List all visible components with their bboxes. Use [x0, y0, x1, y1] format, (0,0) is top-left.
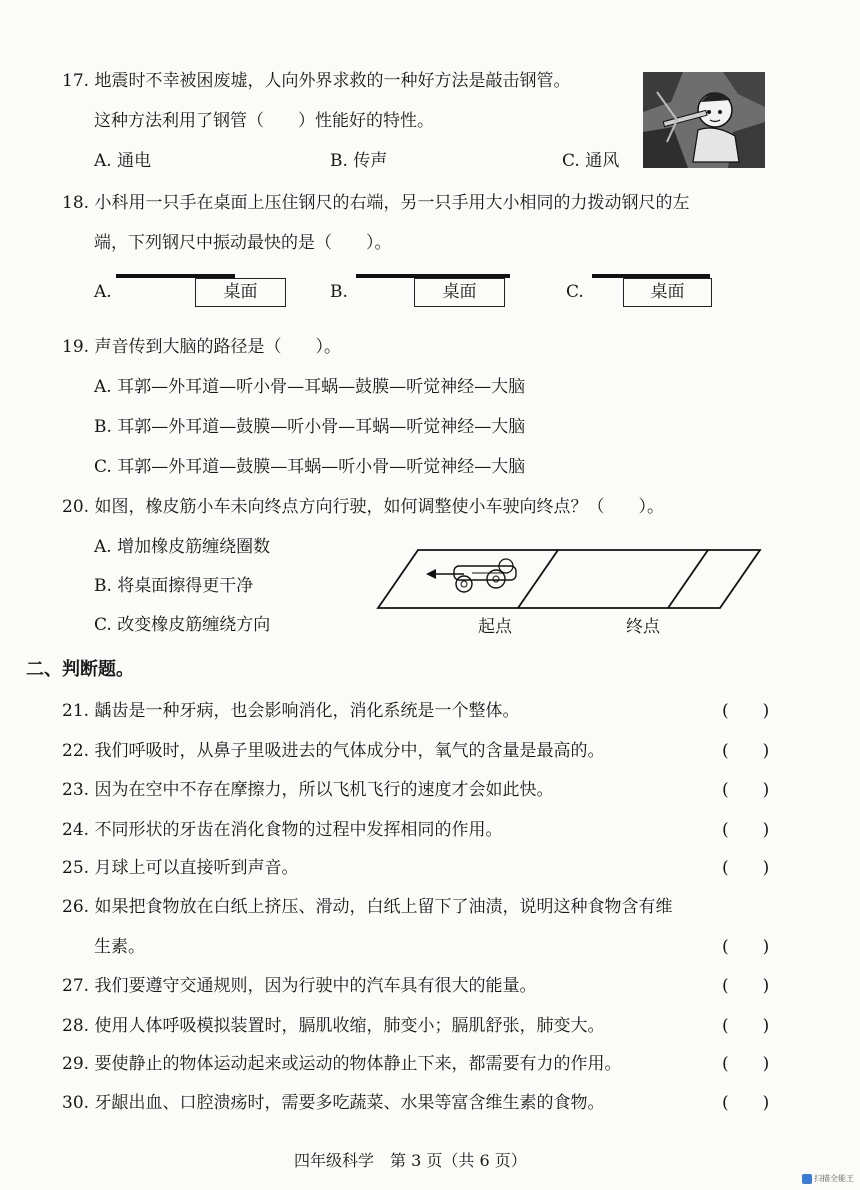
answer-paren-23: ( )	[722, 780, 770, 800]
watermark	[802, 1173, 854, 1184]
q19-option-b: B. 耳郭—外耳道—鼓膜—听小骨—耳蜗—听觉神经—大脑	[94, 417, 526, 437]
desk-a: 桌面	[195, 278, 286, 307]
q17-option-c: C. 通风	[562, 151, 620, 171]
q18-option-c-label: C.	[566, 282, 584, 302]
answer-paren-26: ( )	[722, 937, 770, 957]
q20-stem: 20. 如图，橡皮筋小车未向终点方向行驶，如何调整使小车驶向终点？（ ）。	[62, 497, 664, 517]
desk-c: 桌面	[623, 278, 712, 307]
q19-stem: 19. 声音传到大脑的路径是（ ）。	[62, 337, 341, 357]
scanner-logo-icon	[802, 1174, 812, 1184]
tf-item-28: 28. 使用人体呼吸模拟装置时，膈肌收缩，肺变小；膈肌舒张，肺变大。	[62, 1016, 605, 1036]
desk-b: 桌面	[414, 278, 505, 307]
q17-stem-line2: 这种方法利用了钢管（ ）性能好的特性。	[94, 111, 434, 131]
q17-option-a: A. 通电	[94, 151, 152, 171]
q19-option-c: C. 耳郭—外耳道—鼓膜—耳蜗—听小骨—听觉神经—大脑	[94, 457, 526, 477]
q17-option-b: B. 传声	[330, 151, 388, 171]
q18-option-b-label: B.	[330, 282, 348, 302]
page-footer: 四年级科学 第 3 页（共 6 页）	[294, 1151, 527, 1170]
answer-paren-27: ( )	[722, 976, 770, 996]
watermark-text: 扫描全能王	[814, 1174, 854, 1183]
track-diagram	[372, 546, 764, 612]
start-label: 起点	[478, 617, 512, 637]
answer-paren-29: ( )	[722, 1054, 770, 1074]
tf-item-26-line2: 生素。	[94, 937, 145, 957]
q18-stem-line1: 18. 小科用一只手在桌面上压住钢尺的右端，另一只手用大小相同的力拨动钢尺的左	[62, 193, 690, 213]
tf-item-27: 27. 我们要遵守交通规则，因为行驶中的汽车具有很大的能量。	[62, 976, 537, 996]
q18-option-a-label: A.	[94, 282, 112, 302]
answer-paren-28: ( )	[722, 1016, 770, 1036]
tf-item-21: 21. 龋齿是一种牙病，也会影响消化，消化系统是一个整体。	[62, 701, 520, 721]
answer-paren-22: ( )	[722, 741, 770, 761]
tf-item-29: 29. 要使静止的物体运动起来或运动的物体静止下来，都需要有力的作用。	[62, 1054, 622, 1074]
answer-paren-30: ( )	[722, 1093, 770, 1113]
end-label: 终点	[626, 617, 660, 637]
answer-paren-24: ( )	[722, 820, 770, 840]
q19-option-a: A. 耳郭—外耳道—听小骨—耳蜗—鼓膜—听觉神经—大脑	[94, 377, 526, 397]
section2-title: 二、判断题。	[26, 659, 134, 680]
q18-stem-line2: 端，下列钢尺中振动最快的是（ ）。	[94, 233, 392, 253]
q17-stem-line1: 17. 地震时不幸被困废墟，人向外界求救的一种好方法是敲击钢管。	[62, 71, 571, 91]
answer-paren-21: ( )	[722, 701, 770, 721]
tf-item-25: 25. 月球上可以直接听到声音。	[62, 858, 299, 878]
trapped-person-illustration	[643, 72, 765, 168]
rubber-band-car-icon	[454, 559, 516, 592]
tf-item-22: 22. 我们呼吸时，从鼻子里吸进去的气体成分中，氧气的含量是最高的。	[62, 741, 605, 761]
answer-paren-25: ( )	[722, 858, 770, 878]
q20-option-a: A. 增加橡皮筋缠绕圈数	[94, 537, 271, 557]
q20-option-b: B. 将桌面擦得更干净	[94, 576, 254, 596]
tf-item-26-line1: 26. 如果把食物放在白纸上挤压、滑动，白纸上留下了油渍，说明这种食物含有维	[62, 897, 673, 917]
q20-option-c: C. 改变橡皮筋缠绕方向	[94, 615, 271, 635]
tf-item-30: 30. 牙龈出血、口腔溃疡时，需要多吃蔬菜、水果等富含维生素的食物。	[62, 1093, 605, 1113]
tf-item-23: 23. 因为在空中不存在摩擦力，所以飞机飞行的速度才会如此快。	[62, 780, 554, 800]
tf-item-24: 24. 不同形状的牙齿在消化食物的过程中发挥相同的作用。	[62, 820, 503, 840]
